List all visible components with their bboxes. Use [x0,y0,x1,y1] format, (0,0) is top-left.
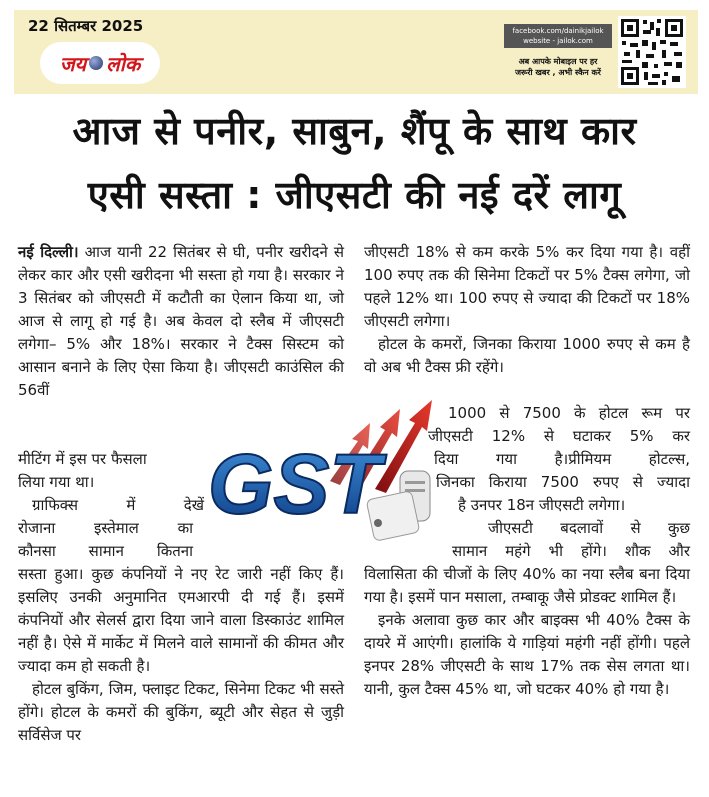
website-link[interactable]: website - jailok.com [523,37,593,45]
article-right-r9: जीएसटी 12% से घटाकर 5% कर [428,427,690,445]
article-right-r14: सामान महंगे भी होंगे। शौक और [452,542,690,560]
article-left-l10: लिया गया था। [18,473,95,491]
scan-tagline-2: जरूरी खबर , अभी स्कैन करें [515,68,601,77]
promo-block [504,24,612,78]
article-left-bottom-text: सस्ता हुआ। कुछ कंपनियों ने नए रेट जारी नहीं किए हैं। इसलिए उनकी अनुमानित एमआरपी दी गई हैं। इसमें कंपनियों और सेलर्स द्वारा दिया जाने वाला डिस्काउंट शामिल नहीं है। ऐसे में मार्केट में मिलने वाले सामानों की कीमत और ज्यादा कम हो सकती है। [18,565,344,675]
headline-line-1: आज से पनीर, साबुन, शैंपू के साथ कार [72,109,637,153]
gst-label: GST [208,437,381,531]
article-left-l11: ग्राफिक्स में देखें [32,496,204,514]
article-right-hotel-text: होटल के कमरों, जिनका किराया 1000 रुपए से कम है वो अब भी टैक्स फ्री रहेंगे। [364,335,690,376]
article-right-luxury-text: विलासिता की चीजों के लिए 40% का नया स्लैब बना दिया गया है। इसमें पान मसाला, तम्बाकू जैसे प्रोडक्ट शामिल हैं। [364,565,690,606]
article-left-bottom [18,563,344,747]
article-left-l13: कौनसा सामान कितना [18,542,193,560]
article-right-r12: है उनपर 18न जीएसटी लगेगा। [458,496,626,514]
article-left-l12: रोजाना इस्तेमाल का [18,519,193,537]
qr-code-icon[interactable] [618,16,686,88]
article-right-cars-text: इनके अलावा कुछ कार और बाइक्स भी 40% टैक्स के दायरे में आएंगी। हालांकि ये गाड़ियां महंगी नहीं होंगी। पहले इनपर 28% जीएसटी के साथ 17% तक सेस लगता था। यानी, कुल टैक्स 45% था, जो घटकर 40% हो गया है। [364,611,690,698]
masthead [14,10,698,94]
logo-text-left: जय [59,51,87,76]
article-right-r11: जिनका किराया 7500 रुपए से ज्यादा [436,473,690,491]
logo-text-right: लोक [106,51,141,76]
article-right-bottom [364,563,690,701]
gst-illustration [200,385,450,545]
scan-tagline [504,56,612,78]
article-left-top [18,241,344,402]
globe-icon [89,56,103,70]
article-right-r10: दिया गया है।प्रीमियम होटल्स, [434,450,690,468]
article-right-top-text: जीएसटी 18% से कम करके 5% कर दिया गया है। वहीं 100 रुपए तक की सिनेमा टिकटों पर 5% टैक्स लगेगा, जो पहले 12% था। 100 रुपए से ज्यादा की टिकटों पर 18% जीएसटी लगेगा। [364,243,690,330]
dateline: नई दिल्ली। [18,243,79,261]
issue-date: 22 सितम्बर 2025 [28,17,144,35]
article-left-l9: मीटिंग में इस पर फैसला [18,450,147,468]
headline-line-2: एसी सस्ता : जीएसटी की नई दरें लागू [87,173,622,217]
social-link[interactable]: facebook.com/dainikjailok [512,27,604,35]
social-box [504,24,612,48]
article-right-top [364,241,690,379]
scan-tagline-1: अब आपके मोबाइल पर हर [518,57,598,66]
article-left-last-text: होटल बुकिंग, जिम, फ्लाइट टिकट, सिनेमा टिकट भी सस्ते होंगे। होटल के कमरों की बुकिंग, ब्यूटी और सेहत से जुड़ी सर्विसेज पर [18,680,344,744]
article-left-top-text: आज यानी 22 सितंबर से घी, पनीर खरीदने से लेकर कार और एसी खरीदना भी सस्ता हो गया है। सरकार ने 3 सितंबर को जीएसटी में कटौती का ऐलान किया था, जो आज से लागू हो गई है। अब केवल दो स्लैब में जीएसटी लगेगा– 5% और 18%। सरकार ने टैक्स सिस्टम को आसान बनाने के लिए ऐसा किया है। जीएसटी काउंसिल की 56वीं [18,243,344,399]
article-right-r13: जीएसटी बदलावों से कुछ [488,519,690,537]
newspaper-logo[interactable] [40,42,160,84]
article-right-r8: 1000 से 7500 के होटल रूम पर [448,404,690,422]
